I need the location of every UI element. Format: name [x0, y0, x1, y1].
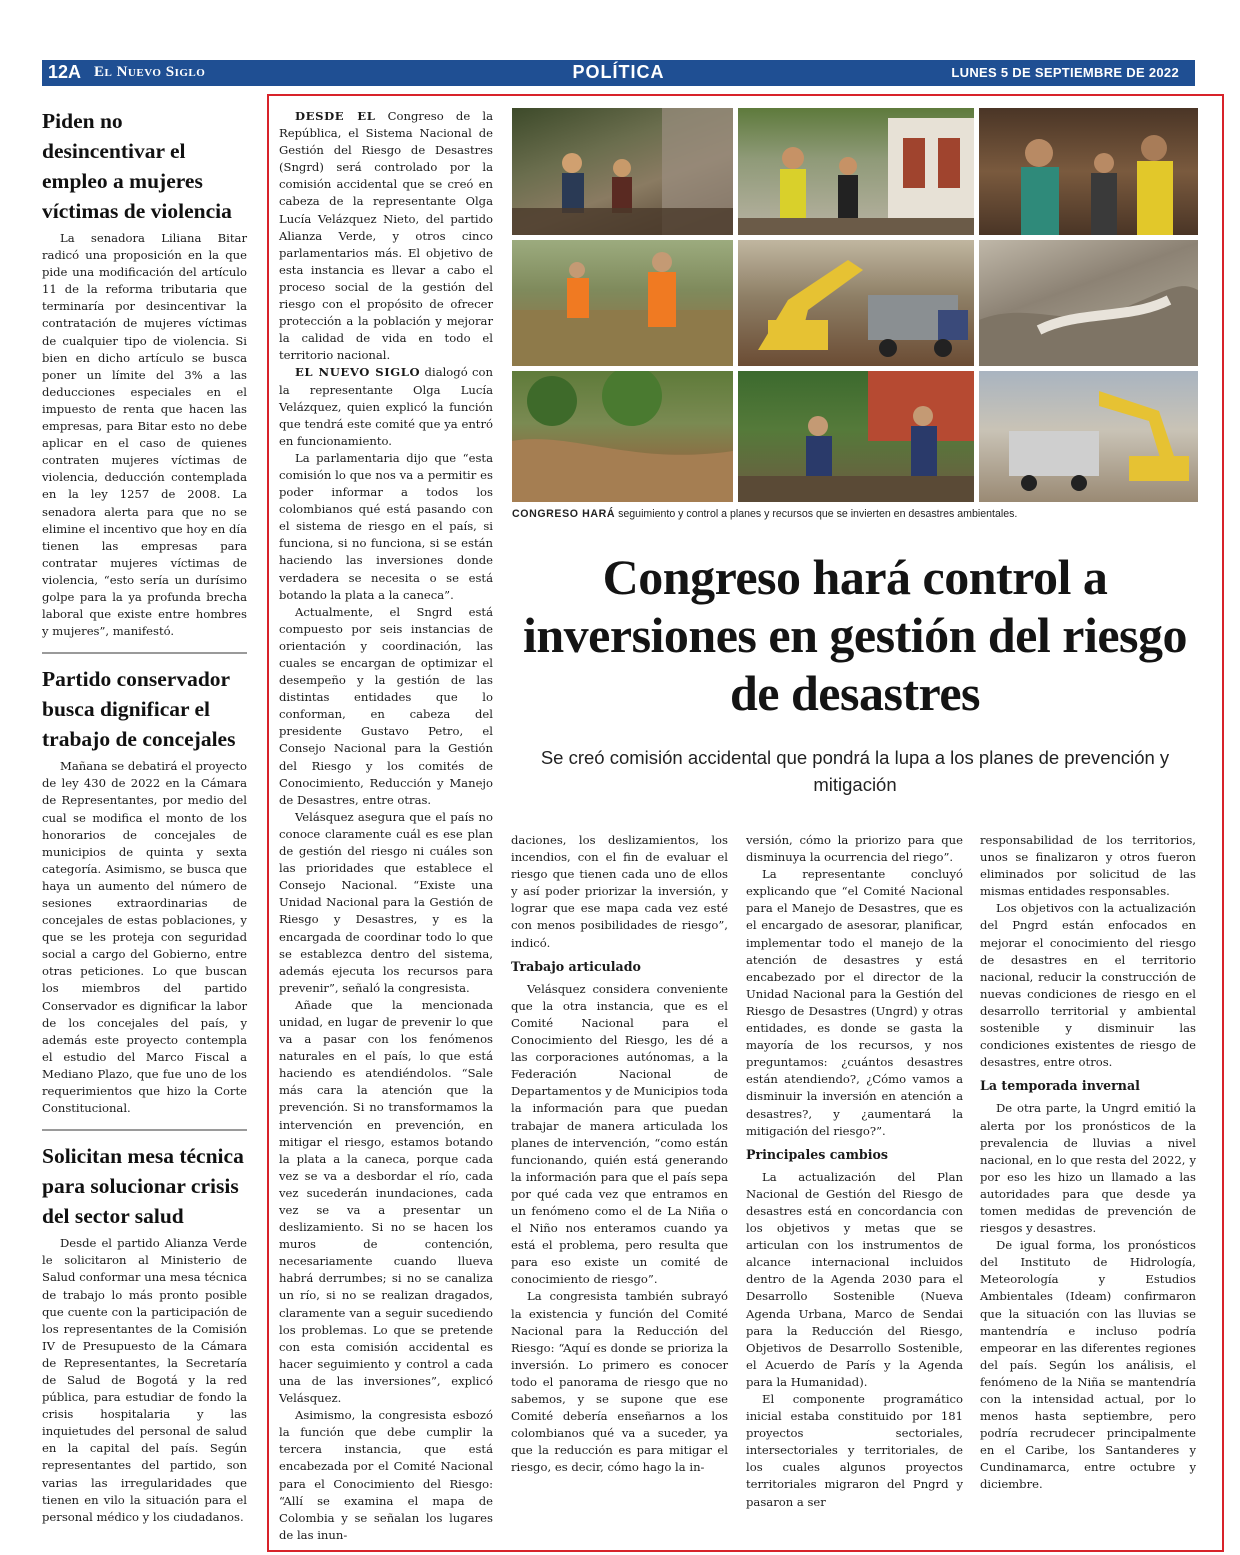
lead-in: DESDE EL: [295, 109, 376, 123]
photo-mosaic: [512, 108, 1198, 502]
article-subtitle: Se creó comisión accidental que pondrá la lupa a los planes de prevención y mitigación: [540, 747, 1170, 795]
brief-body: Desde el partido Alianza Verde le solicitaron al Ministerio de Salud conformar una mesa técnica de trabajo lo más pronto posible que cuente con la participación de los representantes de la Comisión IV de Presupuesto de la Cámara de Representantes, la Secretaría de Salud de Bogotá y la red pública, para estudiar de fondo la crisis hospitalaria y las inquietudes del personal de salud en la capital del país. Según representantes del partido, son varias las irregularidades que tienen en vilo la situación para el personal médico y los ciudadanos.: [42, 1236, 247, 1524]
article-paragraph: Asimismo, la congresista esbozó la función que debe cumplir la tercera instancia, que está encabezada por el Comité Nacional para el Conocimiento del Riesgo: “Allí se examina el mapa de Colombia y se señalan los lugares de las inun-: [279, 1408, 493, 1542]
brief-item: [42, 1141, 247, 1526]
brief-title: Piden no desincentivar el empleo a mujeres víctimas de violencia: [42, 109, 232, 223]
article-paragraph: Los objetivos con la actualización del Pngrd están enfocados en mejorar el conocimiento del riesgo de desastres en el territorio nacional, reducir la construcción de nuevas condiciones de riesgo en el desarrollo territorial y ambiental sostenible y disminuir las condiciones existentes de riesgo de desastres, entre otros.: [980, 901, 1196, 1070]
photo-illustration: [738, 240, 974, 366]
photo-clearing-debris: [738, 371, 974, 502]
photo-flood-workers: [512, 240, 733, 366]
caption-lead: CONGRESO HARÁ: [512, 508, 616, 520]
article-paragraph: Añade que la mencionada unidad, en lugar de prevenir lo que va a pasar con los fenómenos naturales en el país, lo que está haciendo es atendiéndolos. “Sale más cara la atención que la prevención. Si no transformamos la intervención en prevención, en mitigar el riesgo, estamos botando la plata a la caneca, porque cada vez se va a desbordar el río, cada vez sucederán inundaciones, cada vez se va a presentar un deslizamiento. Si no se hacen los muros de contención, necesariamente cuando llueva habrá derrumbes; si no se canaliza un río, si no se realizan dragados, claramente van a seguir sucediendo los problemas. Lo que se pretende con esta comisión accidental es hacer seguimiento y control a cada una de las inversiones”, explicó Velásquez.: [279, 997, 493, 1406]
article-subhead: Trabajo articulado: [511, 958, 641, 974]
brief-item: [42, 106, 247, 640]
brief-title: Partido conservador busca dignificar el trabajo de concejales: [42, 667, 236, 752]
article-paragraph: De otra parte, la Ungrd emitió la alerta por los pronósticos de la prevalencia de lluvias a nivel nacional, en lo que resta del 2022, y por eso les hizo un llamado a las autoridades para que desde ya tomen medidas de prevención de riesgos y desastres.: [980, 1101, 1196, 1236]
article-paragraph: responsabilidad de los territorios, unos se finalizaron y otros fueron eliminados por solicitud de las mismas entidades responsables.: [980, 833, 1196, 899]
photo-police-rescue: [738, 108, 974, 235]
brief-body: La senadora Liliana Bitar radicó una proposición en la que pide una modificación del artículo 11 de la reforma tributaria que terminaría por desincentivar la contratación de mujeres víctimas de cualquier tipo de violencia. Si bien en dicho artículo se busca poner un límite del 3% a las deducciones especiales en el impuesto de renta que hacen las empresas, para Bitar esto no debe aplicar en el caso de quienes contraten mujeres víctimas de violencia, deducción contemplada en la ley 1257 de 2008. La senadora alerta para que no se elimine el incentivo que hoy en día tienen las empresas para contratar mujeres víctimas de violencia, “esto sería un durísimo golpe para la ya profunda brecha laboral que existe entre hombres y mujeres”, manifestó.: [42, 231, 247, 639]
briefs-column: [42, 106, 247, 1526]
photo-caption: [512, 507, 1198, 521]
issue-date: LUNES 5 DE SEPTIEMBRE DE 2022: [951, 65, 1179, 80]
article-paragraph: EL NUEVO SIGLO dialogó con la representante Olga Lucía Velázquez, quien explicó la función que tendrá este comité que ya entró en funcionamiento.: [279, 365, 493, 448]
article-paragraph: La congresista también subrayó la existencia y función del Comité Nacional para la Reducción del Riesgo: “Aquí es donde se prioriza la inversión. Lo primero es conocer todo el panorama de riesgo que no sabemos, y se supone que ese Comité debería enseñarnos a los colombianos qué va a suceder, ya que la reducción es para mitigar el riesgo, es decir, cómo hago la in-: [511, 1289, 728, 1475]
photo-interior-women: [979, 108, 1198, 235]
article-paragraph: La parlamentaria dijo que “esta comisión lo que nos va a permitir es poder informar a todos los colombianos qué está pasando con el sistema de riesgo en el país, si funciona, si no funciona, si se están haciendo las inversiones donde verdadera se necesita o se está botando la plata a la caneca”.: [279, 450, 493, 602]
caption-text: seguimiento y control a planes y recursos que se invierten en desastres ambientales.: [615, 508, 1018, 520]
page-number: 12A: [48, 62, 82, 82]
article-paragraph: De igual forma, los pronósticos del Instituto de Hidrología, Meteorología y Estudios Ambientales (Ideam) confirmaron que la situación con las lluvias se mantendría e incluso podría empeorar en las diferentes regiones del país. Según los análisis, el fenómeno de la Niña se mantendría con la intensidad actual, por lo menos hasta septiembre, pero podría recrudecer principalmente en el Caribe, los Santanderes y Cundinamarca, entre octubre y diciembre.: [980, 1238, 1196, 1492]
article-subhead: Principales cambios: [746, 1146, 888, 1162]
brief-title: Solicitan mesa técnica para solucionar crisis del sector salud: [42, 1144, 244, 1229]
article-column-2: [511, 832, 728, 1476]
photo-river-overflow: [512, 371, 733, 502]
section-name: POLÍTICA: [572, 62, 665, 82]
article-paragraph: La actualización del Plan Nacional de Gestión del Riesgo de desastres está en concordancia con los objetivos y metas que se articulan con los instrumentos de alcance internacional incluidos dentro de la Agenda 2030 para el Desarrollo Sostenible (Nueva Agenda Urbana, Marco de Sendai para la Reducción del Riesgo, Objetivos de Desarrollo Sostenible, el Acuerdo de París y la Agenda para la Humanidad).: [746, 1169, 963, 1389]
photo-illustration: [512, 108, 733, 235]
article-column-1: [279, 108, 493, 1544]
page-header: [42, 60, 1195, 86]
brief-divider: [42, 1129, 247, 1131]
newspaper-name: El Nuevo Siglo: [94, 64, 206, 80]
photo-illustration: [738, 108, 974, 235]
photo-excavator-truck: [738, 240, 974, 366]
brief-item: [42, 664, 247, 1117]
lead-in: EL NUEVO SIGLO: [295, 365, 421, 380]
photo-illustration: [979, 240, 1198, 366]
photo-illustration: [979, 371, 1198, 502]
brief-body: Mañana se debatirá el proyecto de ley 430 de 2022 en la Cámara de Representantes, por medio del cual se modifica el monto de los honorarios de concejales de municipios de quinta y sexta categoría. Asimismo, se busca que haya un aumento del número de sesiones extraordinarias de concejales de estas poblaciones, y que se les proteja con seguridad social a cargo del Gobierno, entre otras peticiones. Lo que buscan los miembros del partido Conservador es dignificar la labor de los concejales del país, y además este proyecto contempla el estudio del Marco Fiscal a Mediano Plazo, que fue uno de los requerimientos que hizo la Corte Constitucional.: [42, 759, 247, 1116]
brief-divider: [42, 652, 247, 654]
article-column-4: [980, 832, 1196, 1494]
article-headline: Congreso hará control a inversiones en gestión del riesgo de desastres: [522, 549, 1188, 721]
photo-excavator-site: [979, 371, 1198, 502]
photo-rescue-rubble: [512, 108, 733, 235]
photo-illustration: [512, 240, 733, 366]
photo-illustration: [738, 371, 974, 502]
article-paragraph: El componente programático inicial estaba constituido por 181 proyectos sectoriales, intersectoriales y territoriales, de los cuales algunos proyectos territoriales migraron del Pngrd y pasaron a ser: [746, 1392, 963, 1509]
article-paragraph: Actualmente, el Sngrd está compuesto por seis instancias de orientación y coordinación, las cuales se encargan de optimizar el desempeño y la gestión de las distintas entidades que lo conforman, en cabeza del presidente Gustavo Petro, el Consejo Nacional para la Gestión del Riesgo y los comités de Conocimiento, Reducción y Manejo de Desastres, entre otras.: [279, 604, 493, 807]
article-paragraph: La representante concluyó explicando que “el Comité Nacional para el Manejo de Desastres, que es el encargado de asesorar, planificar, implementar todo el manejo de la atención de desastres y está encabezado por el director de la Unidad Nacional para la Gestión del Riesgo de Desastres (Ungrd) y otras entidades, es donde se gasta la mayoría de los recursos, y nos preguntamos: ¿cuántos desastres están atendiendo?, ¿Cómo vamos a disminuir la inversión en atención a desastres?, y ¿aumentará la mitigación del riesgo?”.: [746, 867, 963, 1138]
article-paragraph: daciones, los deslizamientos, los incendios, con el fin de evaluar el riesgo que tienen cada uno de ellos y así poder priorizar la inversión, y lograr que ese mapa cada vez esté con menos posibilidades de riesgo”, indicó.: [511, 833, 728, 950]
article-paragraph: DESDE EL Congreso de la República, el Sistema Nacional de Gestión del Riesgo de Desastres (Sngrd) será controlado por la comisión accidental que se creó en cabeza de la representante Olga Lucía Velázquez Nieto, del partido Alianza Verde, y otros cinco parlamentarios más. El objetivo de esta instancia es llevar a cabo el proceso social de la gestión del riesgo con el propósito de ofrecer protección a la población y mejorar la calidad de vida en todo el territorio nacional.: [279, 109, 494, 363]
photo-illustration: [979, 108, 1198, 235]
article-paragraph: Velásquez asegura que el país no conoce claramente cuál es ese plan de gestión del riesgo ni cuáles son las prioridades que establece el Consejo Nacional. “Existe una Unidad Nacional para la Gestión de Riesgo y Desastres, y es la encargada de coordinar todo lo que se establezca dentro del sistema, además ejecuta los recursos para prevenir”, señaló la congresista.: [279, 809, 493, 995]
article-subhead: La temporada invernal: [980, 1078, 1140, 1094]
photo-landslide-road: [979, 240, 1198, 366]
article-paragraph: Velásquez considera conveniente que la otra instancia, que es el Comité Nacional para el Conocimiento del Riesgo, les dé a las corporaciones autónomas, a la Federación Nacional de Departamentos y de Municipios toda la información para que puedan trabajar de manera articulada los planes de intervención, “como están funcionando, quién está generando la información para que el país sepa por qué cada vez que entramos en un fenómeno como el de La Niña o el Niño nos enteramos cuando ya está el problema, pero resulta que para eso existe un comité de conocimiento de riesgo”.: [511, 981, 728, 1287]
article-column-3: [746, 832, 963, 1511]
article-paragraph: versión, cómo la priorizo para que disminuya la ocurrencia del riego”.: [746, 833, 963, 865]
photo-illustration: [512, 371, 733, 502]
